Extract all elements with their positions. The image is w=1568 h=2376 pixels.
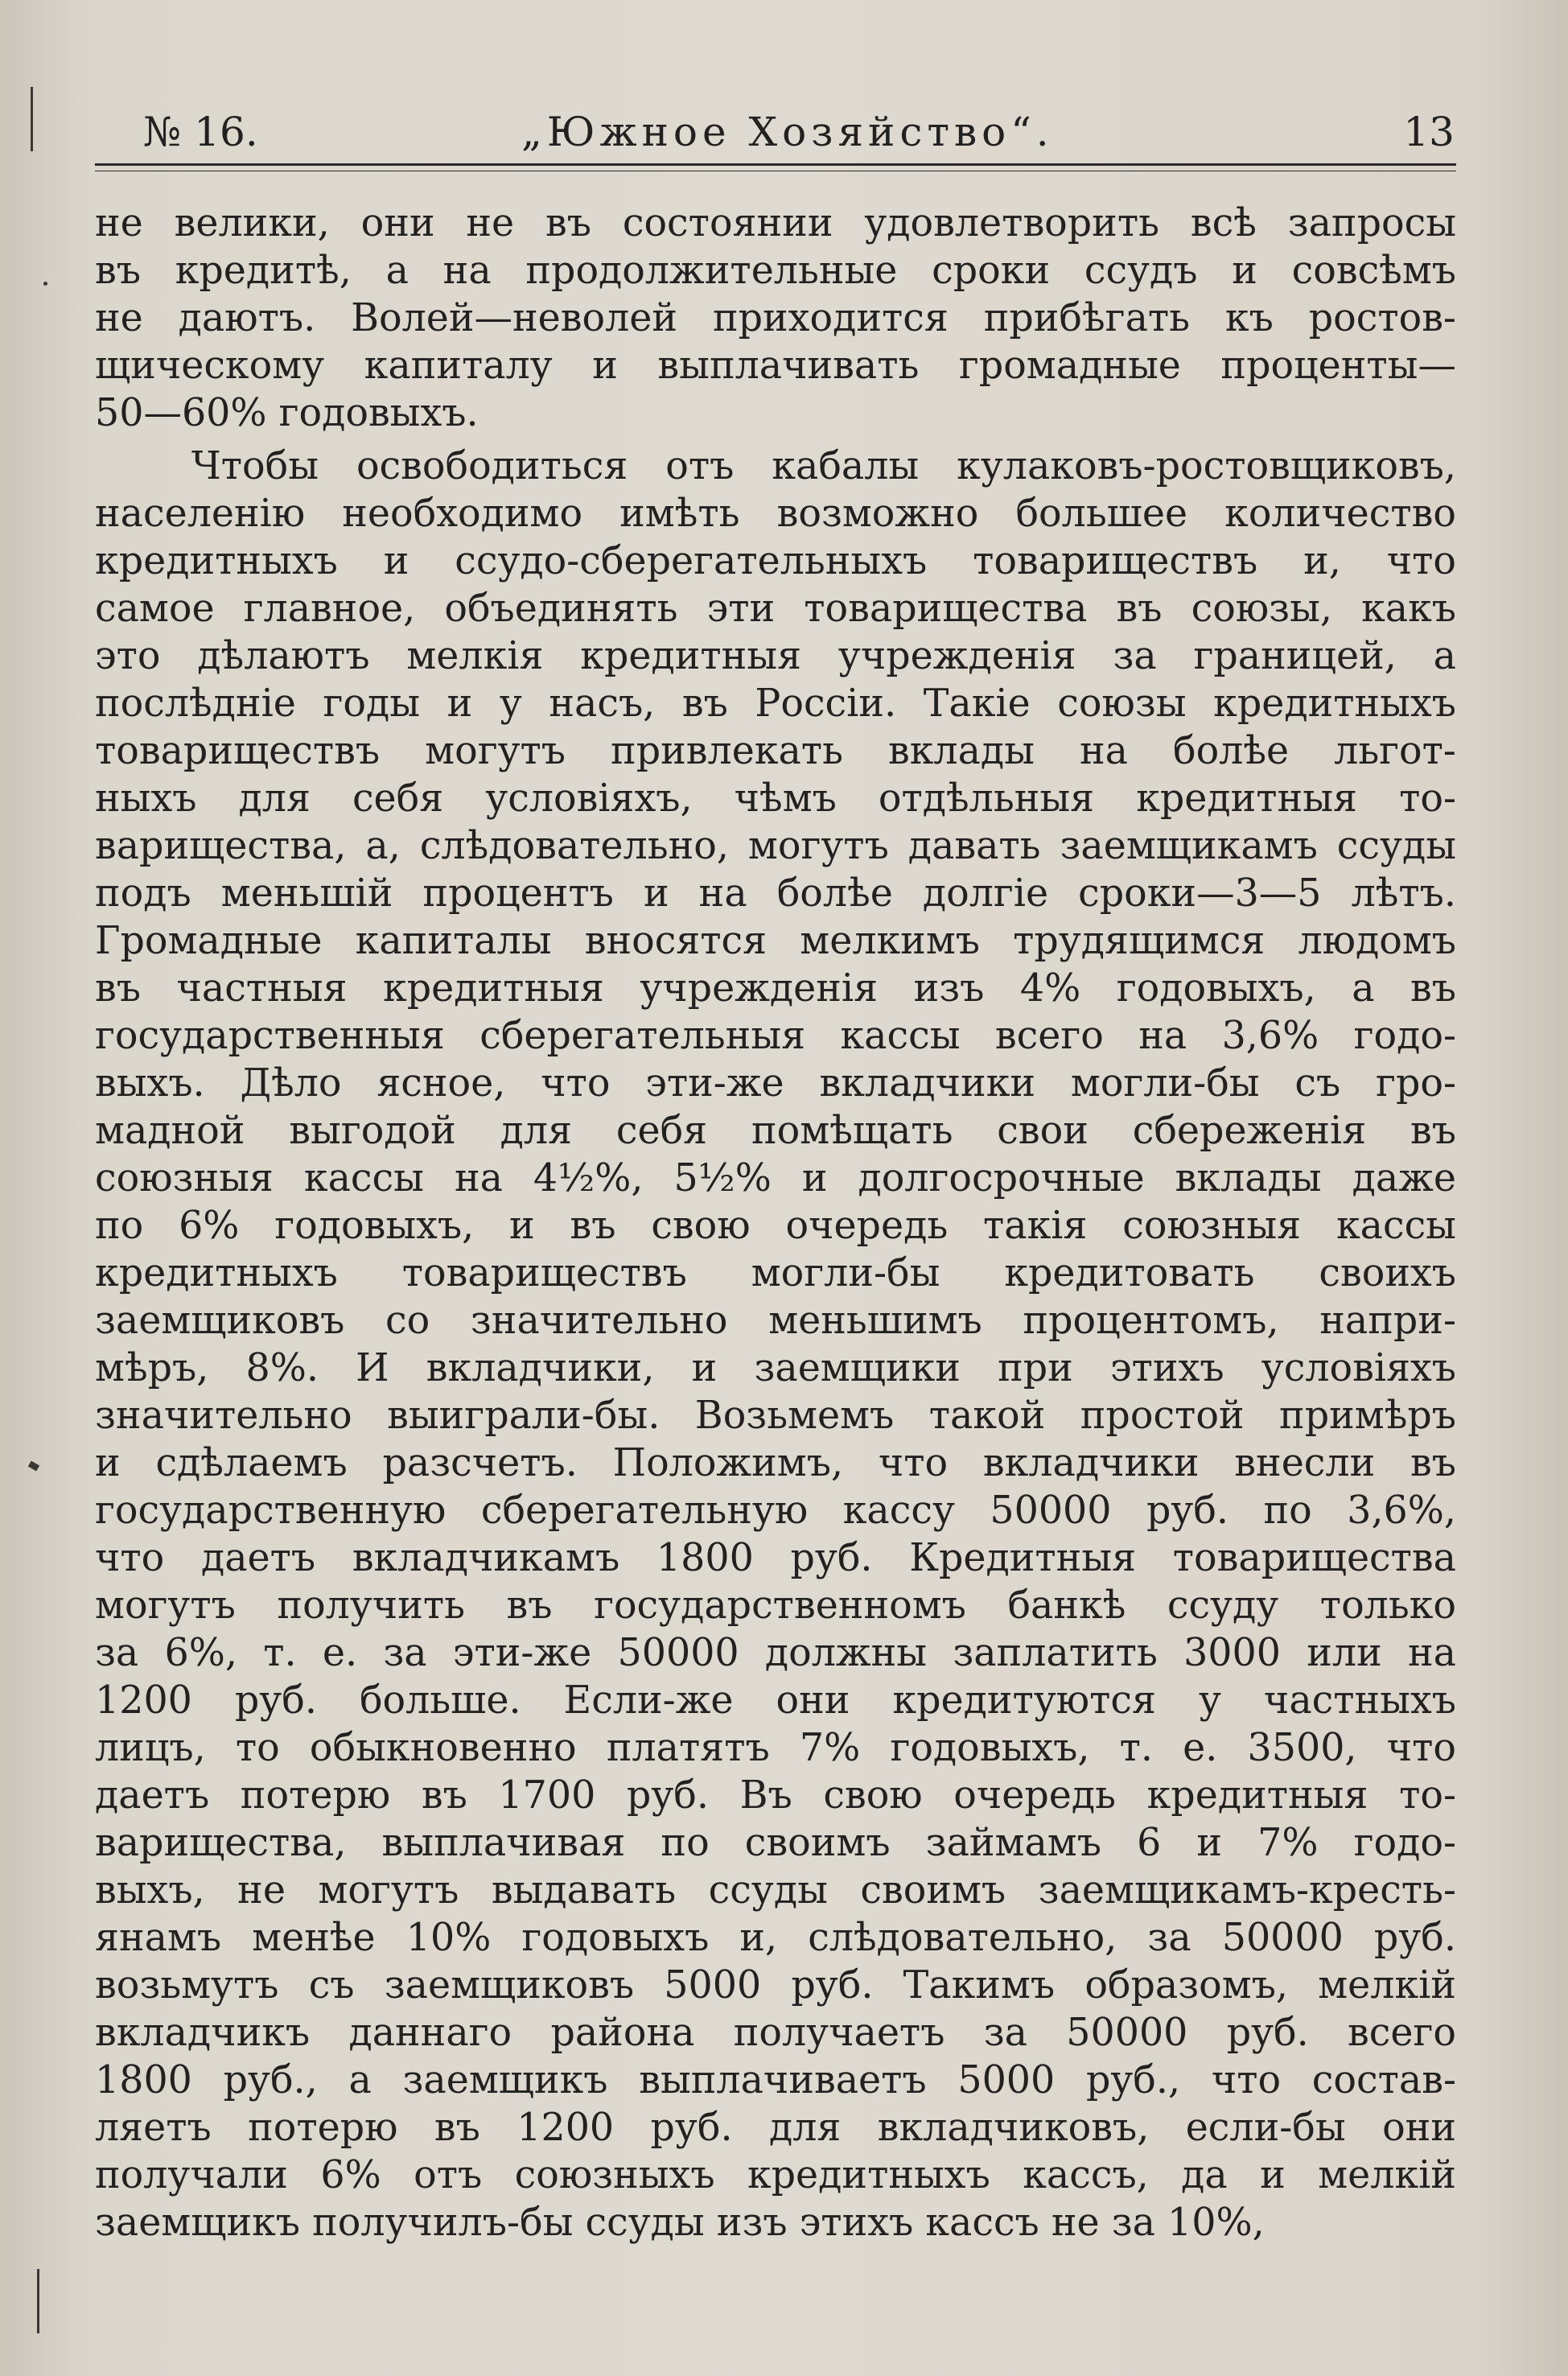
text-line: 1800 руб., а заемщикъ выплачиваетъ 5000 руб., что состав-	[95, 2058, 1456, 2102]
text-line: вкладчикъ даннаго района получаетъ за 50000 руб. всего	[95, 2011, 1456, 2055]
text-line: подъ меньшій процентъ и на болѣе долгіе сроки—3—5 лѣтъ.	[95, 871, 1456, 916]
text-line: не велики, они не въ состоянии удовлетворить всѣ запросы	[95, 201, 1456, 245]
text-line: выхъ, не могутъ выдавать ссуды своимъ заемщикамъ-кресть-	[95, 1868, 1456, 1913]
text-line: кредитныхъ товариществъ могли-бы кредитовать своихъ	[95, 1251, 1456, 1295]
text-line: мадной выгодой для себя помѣщать свои сбереженія въ	[95, 1109, 1456, 1153]
text-line: даетъ потерю въ 1700 руб. Въ свою очередь кредитныя то-	[95, 1773, 1456, 1818]
text-line: кредитныхъ и ссудо-сберегательныхъ товариществъ и, что	[95, 539, 1456, 583]
text-line: самое главное, объединять эти товарищества въ союзы, какъ	[95, 587, 1456, 631]
text-line: союзныя кассы на 4½%, 5½% и долгосрочные вклады даже	[95, 1156, 1456, 1200]
margin-mark-top	[31, 87, 33, 151]
page-number: 13	[1403, 109, 1455, 155]
text-line: государственную сберегательную кассу 50000 руб. по 3,6%,	[95, 1489, 1456, 1533]
text-line: это дѣлаютъ мелкія кредитныя учрежденія за границей, а	[95, 634, 1456, 678]
text-line: щическому капиталу и выплачивать громадные проценты—	[95, 344, 1456, 388]
text-line: ляетъ потерю въ 1200 руб. для вкладчиковъ, если-бы они	[95, 2106, 1456, 2150]
text-line: ныхъ для себя условіяхъ, чѣмъ отдѣльныя кредитныя то-	[95, 776, 1456, 821]
paragraph-gap	[95, 437, 1456, 443]
margin-mark-tick	[28, 1461, 39, 1472]
text-line: по 6% годовыхъ, и въ свою очередь такія союзныя кассы	[95, 1204, 1456, 1248]
text-line: въ частныя кредитныя учрежденія изъ 4% годовыхъ, а въ	[95, 966, 1456, 1011]
text-line: получали 6% отъ союзныхъ кредитныхъ кассъ, да и мелкій	[95, 2153, 1456, 2197]
text-line: заемщикъ получилъ-бы ссуды изъ этихъ кассъ не за 10%,	[95, 2201, 1265, 2245]
text-line: лицъ, то обыкновенно платятъ 7% годовыхъ, т. е. 3500, что	[95, 1726, 1456, 1770]
margin-mark-dot	[43, 282, 47, 286]
text-line: и сдѣлаемъ разсчетъ. Положимъ, что вкладчики внесли въ	[95, 1441, 1456, 1485]
text-line: въ кредитѣ, а на продолжительные сроки ссудъ и совсѣмъ	[95, 249, 1456, 293]
issue-number: № 16.	[143, 109, 258, 155]
text-line: варищества, а, слѣдовательно, могутъ давать заемщикамъ ссуды	[95, 824, 1456, 868]
header-rule	[95, 163, 1456, 171]
margin-mark-bottom	[37, 2269, 39, 2333]
body-text	[95, 200, 1456, 2246]
text-line: Громадные капиталы вносятся мелкимъ трудящимся людомъ	[95, 919, 1456, 963]
text-line: варищества, выплачивая по своимъ займамъ 6 и 7% годо-	[95, 1821, 1456, 1865]
text-line: государственныя сберегательныя кассы всего на 3,6% годо-	[95, 1014, 1456, 1058]
text-line: значительно выиграли-бы. Возьмемъ такой простой примѣръ	[95, 1394, 1456, 1438]
text-line: что даетъ вкладчикамъ 1800 руб. Кредитныя товарищества	[95, 1536, 1456, 1580]
page-header	[95, 103, 1455, 161]
text-line: 1200 руб. больше. Если-же они кредитуются у частныхъ	[95, 1678, 1456, 1723]
text-line: послѣдніе годы и у насъ, въ Россіи. Такіе союзы кредитныхъ	[95, 682, 1456, 726]
text-line: за 6%, т. е. за эти-же 50000 должны заплатить 3000 или на	[95, 1631, 1456, 1675]
text-line: населенію необходимо имѣть возможно большее количество	[95, 492, 1456, 536]
text-line: мѣръ, 8%. И вкладчики, и заемщики при этихъ условіяхъ	[95, 1346, 1456, 1390]
text-line: янамъ менѣе 10% годовыхъ и, слѣдовательно, за 50000 руб.	[95, 1916, 1456, 1960]
text-line: возьмутъ съ заемщиковъ 5000 руб. Такимъ образомъ, мелкій	[95, 1963, 1456, 2007]
text-line: могутъ получить въ государственномъ банкѣ ссуду только	[95, 1583, 1456, 1628]
text-line: товариществъ могутъ привлекать вклады на болѣе льгот-	[95, 729, 1456, 773]
journal-title: „Южное Хозяйство“.	[521, 109, 1054, 155]
text-line: выхъ. Дѣло ясное, что эти-же вкладчики могли-бы съ гро-	[95, 1061, 1456, 1106]
text-line: не даютъ. Волей—неволей приходится прибѣгать къ ростов-	[95, 296, 1456, 340]
text-line: заемщиковъ со значительно меньшимъ процентомъ, напри-	[95, 1299, 1456, 1343]
text-line: 50—60% годовыхъ.	[95, 391, 479, 435]
text-line: Чтобы освободиться отъ кабалы кулаковъ-ростовщиковъ,	[191, 444, 1456, 488]
